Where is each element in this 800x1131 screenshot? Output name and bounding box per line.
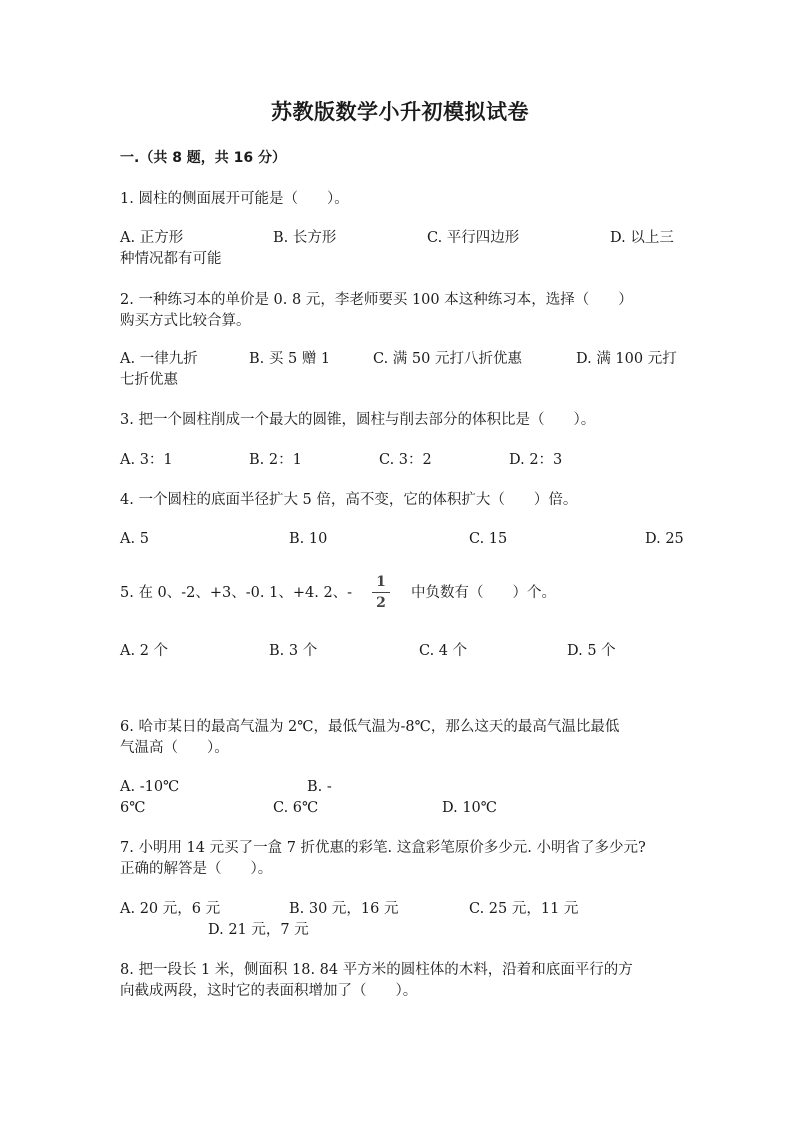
- question-1-option-c: C. 平行四边形: [427, 230, 520, 246]
- question-6-stem-line-2: 气温高（ ）。: [120, 740, 229, 756]
- fraction-denominator: 2: [376, 595, 386, 611]
- question-6-option-a: A. -10℃: [120, 779, 180, 795]
- question-7-stem-line-2: 正确的解答是（ ）。: [120, 861, 273, 877]
- question-1-stem: 1. 圆柱的侧面展开可能是（ ）。: [120, 191, 349, 207]
- question-1-option-b: B. 长方形: [273, 230, 337, 246]
- question-7-option-d: D. 21 元，7 元: [208, 922, 309, 938]
- question-4-option-c: C. 15: [469, 531, 508, 547]
- question-6-option-b-cont: 6℃: [120, 800, 146, 816]
- question-5-stem-part-2: 中负数有（ ）个。: [411, 585, 556, 601]
- question-2-option-c: C. 满 50 元打八折优惠: [373, 351, 522, 367]
- question-6-option-d: D. 10℃: [442, 800, 497, 816]
- question-8-stem-line-2: 向截成两段，这时它的表面积增加了（ ）。: [120, 983, 418, 999]
- question-2-option-d: D. 满 100 元打: [576, 351, 677, 367]
- question-6-option-c: C. 6℃: [273, 800, 319, 816]
- question-3-option-b: B. 2：1: [249, 452, 302, 468]
- question-7-stem-line-1: 7. 小明用 14 元买了一盒 7 折优惠的彩笔. 这盒彩笔原价多少元. 小明省了多少元?: [120, 840, 646, 856]
- question-4-option-b: B. 10: [289, 531, 328, 547]
- question-1-option-d: D. 以上三: [610, 230, 674, 246]
- question-4-option-d: D. 25: [645, 531, 684, 547]
- question-1-option-a: A. 正方形: [120, 230, 184, 246]
- question-3-stem: 3. 把一个圆柱削成一个最大的圆锥，圆柱与削去部分的体积比是（ ）。: [120, 412, 596, 428]
- fraction-one-half: [372, 574, 390, 611]
- question-5-stem-part-1: 5. 在 0、-2、+3、-0. 1、+4. 2、-: [120, 585, 353, 601]
- question-6-option-b: B. -: [307, 779, 332, 795]
- question-8-stem-line-1: 8. 把一段长 1 米，侧面积 18. 84 平方米的圆柱体的木料，沿着和底面平行的方: [120, 962, 633, 978]
- question-7-option-c: C. 25 元，11 元: [469, 901, 579, 917]
- question-6-stem-line-1: 6. 哈市某日的最高气温为 2℃，最低气温为-8℃，那么这天的最高气温比最低: [120, 719, 620, 735]
- question-3-option-a: A. 3：1: [120, 452, 173, 468]
- question-3-option-c: C. 3：2: [379, 452, 432, 468]
- question-5-option-d: D. 5 个: [567, 643, 616, 659]
- page-title: 苏教版数学小升初模拟试卷: [271, 99, 529, 124]
- question-4-stem: 4. 一个圆柱的底面半径扩大 5 倍，高不变，它的体积扩大（ ）倍。: [120, 492, 578, 508]
- fraction-numerator: 1: [376, 574, 386, 590]
- question-2-stem-line-1: 2. 一种练习本的单价是 0. 8 元，李老师要买 100 本这种练习本，选择（ ）: [120, 292, 633, 308]
- question-5-option-c: C. 4 个: [419, 643, 468, 659]
- question-3-option-d: D. 2：3: [509, 452, 563, 468]
- fraction-bar: [372, 592, 390, 593]
- question-5-option-b: B. 3 个: [269, 643, 318, 659]
- question-1-option-d-cont: 种情况都有可能: [120, 251, 222, 267]
- question-2-option-d-cont: 七折优惠: [120, 372, 178, 388]
- section-heading: 一.（共 8 题，共 16 分）: [120, 150, 287, 166]
- question-2-option-a: A. 一律九折: [120, 351, 198, 367]
- question-4-option-a: A. 5: [120, 531, 149, 547]
- question-7-option-a: A. 20 元，6 元: [120, 901, 221, 917]
- question-2-option-b: B. 买 5 赠 1: [249, 351, 331, 367]
- question-2-stem-line-2: 购买方式比较合算。: [120, 313, 251, 329]
- question-7-option-b: B. 30 元，16 元: [289, 901, 399, 917]
- question-5-option-a: A. 2 个: [120, 643, 169, 659]
